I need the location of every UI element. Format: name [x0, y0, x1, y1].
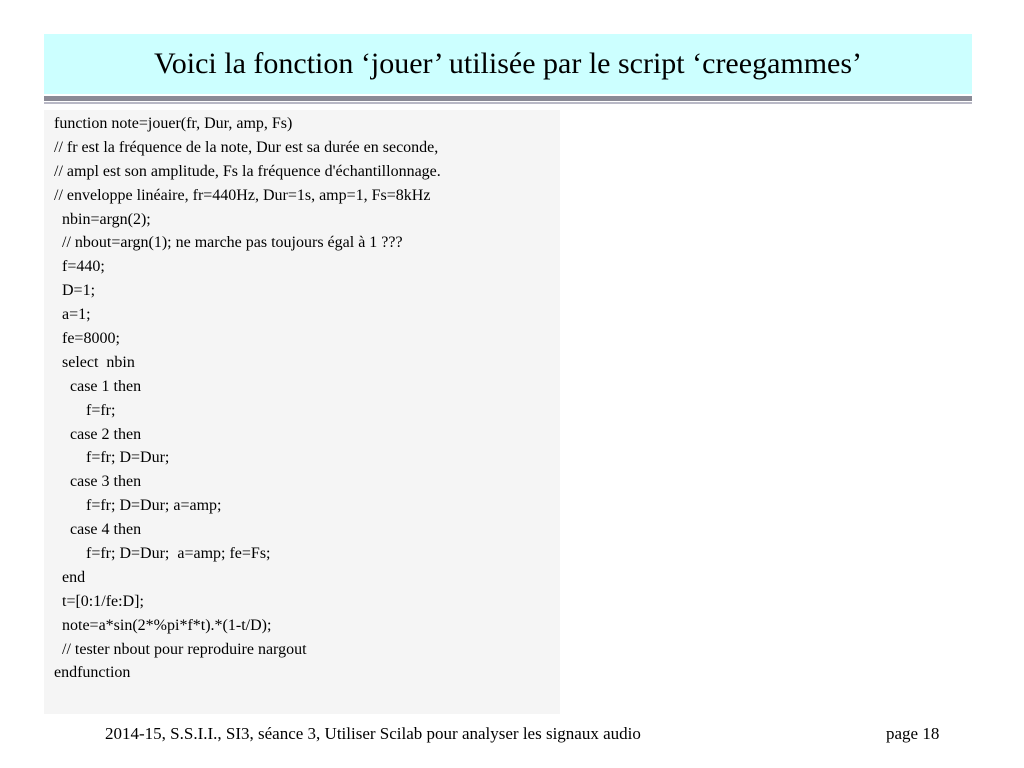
code-line: fe=8000; — [54, 330, 120, 348]
slide-title: Voici la fonction ‘jouer’ utilisée par le script ‘creegammes’ — [153, 47, 863, 80]
code-line: note=a*sin(2*%pi*f*t).*(1-t/D); — [54, 616, 272, 634]
code-line: endfunction — [54, 664, 131, 682]
code-line: // ampl est son amplitude, Fs la fréquence d'échantillonnage. — [54, 162, 441, 180]
code-line: f=fr; D=Dur; a=amp; fe=Fs; — [54, 545, 271, 563]
code-line: // nbout=argn(1); ne marche pas toujours égal à 1 ??? — [54, 234, 403, 252]
code-line: // enveloppe linéaire, fr=440Hz, Dur=1s, amp=1, Fs=8kHz — [54, 186, 431, 204]
code-line: a=1; — [54, 306, 91, 324]
code-line: select nbin — [54, 353, 135, 371]
code-line: case 3 then — [54, 473, 142, 491]
code-lines — [54, 112, 441, 685]
title-banner — [44, 34, 972, 94]
code-line: end — [54, 568, 86, 586]
code-line: // fr est la fréquence de la note, Dur est sa durée en seconde, — [54, 138, 439, 156]
code-line: nbin=argn(2); — [54, 210, 151, 228]
page-number: page 18 — [886, 724, 940, 743]
code-line: f=440; — [54, 258, 105, 276]
code-line: case 1 then — [54, 377, 142, 395]
code-line: // tester nbout pour reproduire nargout — [54, 640, 307, 658]
footer-course-info: 2014-15, S.S.I.I., SI3, séance 3, Utiliser Scilab pour analyser les signaux audio — [105, 724, 641, 743]
code-line: f=fr; — [54, 401, 116, 419]
code-line: f=fr; D=Dur; a=amp; — [54, 497, 222, 515]
code-block — [44, 110, 560, 714]
code-line: t=[0:1/fe:D]; — [54, 592, 144, 610]
code-line: D=1; — [54, 282, 96, 300]
code-line: f=fr; D=Dur; — [54, 449, 170, 467]
code-line: case 4 then — [54, 521, 142, 539]
title-divider — [44, 96, 972, 101]
code-line: function note=jouer(fr, Dur, amp, Fs) — [54, 115, 293, 132]
code-line: case 2 then — [54, 425, 142, 443]
title-divider-thin — [44, 102, 972, 104]
